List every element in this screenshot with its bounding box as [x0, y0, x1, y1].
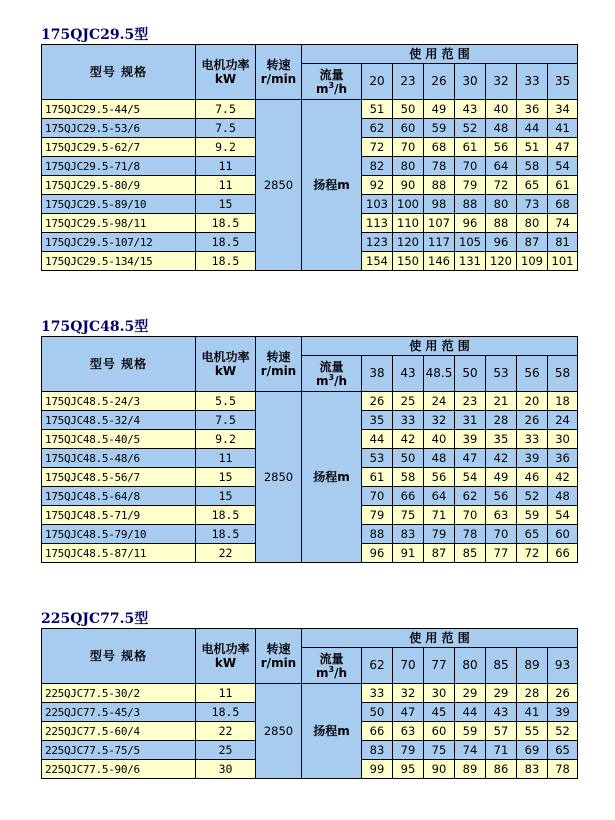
head-value-cell: 61	[362, 468, 393, 487]
head-value-cell: 65	[517, 525, 548, 544]
head-value-cell: 47	[393, 703, 424, 722]
power-cell: 7.5	[196, 100, 256, 119]
header-model-spec: 型号 规格	[42, 629, 196, 684]
power-cell: 25	[196, 741, 256, 760]
power-cell: 22	[196, 722, 256, 741]
head-value-cell: 83	[393, 525, 424, 544]
head-value-cell: 75	[393, 506, 424, 525]
pump-series-section	[41, 318, 577, 563]
flow-value: 48.5	[424, 356, 455, 392]
head-value-cell: 71	[424, 506, 455, 525]
model-cell: 175QJC48.5-32/4	[42, 411, 196, 430]
lift-label-cell: 扬程m	[302, 684, 362, 779]
power-cell: 18.5	[196, 506, 256, 525]
header-power: 电机功率 kW	[196, 629, 256, 684]
spec-table	[41, 628, 578, 779]
model-cell: 175QJC29.5-71/8	[42, 157, 196, 176]
head-value-cell: 58	[393, 468, 424, 487]
head-value-cell: 105	[455, 233, 486, 252]
head-value-cell: 79	[362, 506, 393, 525]
power-cell: 18.5	[196, 214, 256, 233]
head-value-cell: 58	[517, 157, 548, 176]
head-value-cell: 28	[486, 411, 517, 430]
head-value-cell: 75	[424, 741, 455, 760]
head-value-cell: 88	[486, 214, 517, 233]
header-usage-range: 使 用 范 围	[302, 45, 578, 64]
model-cell: 175QJC29.5-134/15	[42, 252, 196, 271]
head-value-cell: 86	[486, 760, 517, 779]
flow-value: 77	[424, 648, 455, 684]
head-value-cell: 52	[455, 119, 486, 138]
model-cell: 175QJC29.5-80/9	[42, 176, 196, 195]
power-cell: 18.5	[196, 252, 256, 271]
series-title: 225QJC77.5型	[41, 611, 149, 627]
head-value-cell: 120	[486, 252, 517, 271]
spec-table	[41, 336, 578, 563]
head-value-cell: 53	[362, 449, 393, 468]
head-value-cell: 24	[424, 392, 455, 411]
header-flow: 流量 $m^3/h$	[302, 356, 362, 392]
head-value-cell: 50	[393, 449, 424, 468]
head-value-cell: 96	[362, 544, 393, 563]
head-value-cell: 43	[455, 100, 486, 119]
model-cell: 175QJC48.5-56/7	[42, 468, 196, 487]
head-value-cell: 63	[393, 722, 424, 741]
head-value-cell: 109	[517, 252, 548, 271]
head-value-cell: 31	[455, 411, 486, 430]
power-cell: 9.2	[196, 138, 256, 157]
flow-value: 70	[393, 648, 424, 684]
model-cell: 175QJC29.5-107/12	[42, 233, 196, 252]
model-cell: 175QJC48.5-87/11	[42, 544, 196, 563]
flow-value: 33	[517, 64, 548, 100]
flow-value: 56	[517, 356, 548, 392]
head-value-cell: 33	[393, 411, 424, 430]
flow-value: 50	[455, 356, 486, 392]
power-cell: 11	[196, 157, 256, 176]
head-value-cell: 33	[517, 430, 548, 449]
head-value-cell: 80	[517, 214, 548, 233]
power-cell: 15	[196, 195, 256, 214]
model-cell: 175QJC29.5-44/5	[42, 100, 196, 119]
head-value-cell: 95	[393, 760, 424, 779]
head-value-cell: 69	[517, 741, 548, 760]
flow-value: 26	[424, 64, 455, 100]
head-value-cell: 78	[424, 157, 455, 176]
head-value-cell: 131	[455, 252, 486, 271]
header-usage-range: 使 用 范 围	[302, 337, 578, 356]
head-value-cell: 26	[517, 411, 548, 430]
flow-value: 23	[393, 64, 424, 100]
flow-value: 20	[362, 64, 393, 100]
head-value-cell: 85	[455, 544, 486, 563]
head-value-cell: 44	[455, 703, 486, 722]
flow-value: 38	[362, 356, 393, 392]
head-value-cell: 100	[393, 195, 424, 214]
head-value-cell: 64	[424, 487, 455, 506]
head-value-cell: 74	[548, 214, 578, 233]
head-value-cell: 66	[362, 722, 393, 741]
head-value-cell: 47	[455, 449, 486, 468]
head-value-cell: 88	[362, 525, 393, 544]
head-value-cell: 36	[548, 449, 578, 468]
head-value-cell: 45	[424, 703, 455, 722]
model-cell: 175QJC48.5-48/6	[42, 449, 196, 468]
head-value-cell: 120	[393, 233, 424, 252]
head-value-cell: 29	[486, 684, 517, 703]
series-title: 175QJC48.5型	[41, 319, 149, 335]
header-speed: 转速 r/min	[256, 337, 302, 392]
flow-value: 53	[486, 356, 517, 392]
head-value-cell: 41	[548, 119, 578, 138]
head-value-cell: 92	[362, 176, 393, 195]
model-cell: 175QJC48.5-40/5	[42, 430, 196, 449]
head-value-cell: 64	[486, 157, 517, 176]
head-value-cell: 54	[455, 468, 486, 487]
power-cell: 11	[196, 684, 256, 703]
power-cell: 15	[196, 468, 256, 487]
series-title: 175QJC29.5型	[41, 27, 149, 43]
head-value-cell: 55	[517, 722, 548, 741]
head-value-cell: 65	[517, 176, 548, 195]
pump-series-section	[41, 26, 577, 271]
head-value-cell: 54	[548, 506, 578, 525]
model-cell: 175QJC29.5-62/7	[42, 138, 196, 157]
head-value-cell: 89	[455, 760, 486, 779]
head-value-cell: 24	[548, 411, 578, 430]
flow-value: 89	[517, 648, 548, 684]
head-value-cell: 107	[424, 214, 455, 233]
head-value-cell: 52	[548, 722, 578, 741]
header-power: 电机功率 kW	[196, 337, 256, 392]
power-cell: 11	[196, 176, 256, 195]
head-value-cell: 33	[362, 684, 393, 703]
head-value-cell: 71	[486, 741, 517, 760]
head-value-cell: 39	[455, 430, 486, 449]
power-cell: 18.5	[196, 233, 256, 252]
head-value-cell: 103	[362, 195, 393, 214]
header-power: 电机功率 kW	[196, 45, 256, 100]
head-value-cell: 56	[486, 138, 517, 157]
flow-value: 80	[455, 648, 486, 684]
head-value-cell: 150	[393, 252, 424, 271]
head-value-cell: 117	[424, 233, 455, 252]
head-value-cell: 26	[548, 684, 578, 703]
head-value-cell: 39	[517, 449, 548, 468]
spec-table	[41, 44, 578, 271]
flow-value: 35	[548, 64, 578, 100]
head-value-cell: 25	[393, 392, 424, 411]
head-value-cell: 146	[424, 252, 455, 271]
flow-value: 62	[362, 648, 393, 684]
flow-value: 43	[393, 356, 424, 392]
flow-value: 93	[548, 648, 578, 684]
power-cell: 9.2	[196, 430, 256, 449]
flow-value: 32	[486, 64, 517, 100]
head-value-cell: 50	[393, 100, 424, 119]
lift-label-cell: 扬程m	[302, 100, 362, 271]
head-value-cell: 42	[548, 468, 578, 487]
head-value-cell: 87	[517, 233, 548, 252]
head-value-cell: 96	[486, 233, 517, 252]
flow-value: 85	[486, 648, 517, 684]
head-value-cell: 50	[362, 703, 393, 722]
head-value-cell: 59	[455, 722, 486, 741]
power-cell: 7.5	[196, 119, 256, 138]
head-value-cell: 72	[362, 138, 393, 157]
head-value-cell: 78	[455, 525, 486, 544]
head-value-cell: 47	[548, 138, 578, 157]
head-value-cell: 65	[548, 741, 578, 760]
head-value-cell: 56	[486, 487, 517, 506]
table-row	[42, 392, 578, 411]
head-value-cell: 82	[362, 157, 393, 176]
head-value-cell: 70	[455, 506, 486, 525]
head-value-cell: 66	[393, 487, 424, 506]
head-value-cell: 70	[393, 138, 424, 157]
head-value-cell: 79	[393, 741, 424, 760]
head-value-cell: 60	[424, 722, 455, 741]
head-value-cell: 40	[486, 100, 517, 119]
head-value-cell: 40	[424, 430, 455, 449]
model-cell: 175QJC48.5-24/3	[42, 392, 196, 411]
power-cell: 7.5	[196, 411, 256, 430]
power-cell: 18.5	[196, 703, 256, 722]
head-value-cell: 101	[548, 252, 578, 271]
head-value-cell: 72	[517, 544, 548, 563]
model-cell: 175QJC48.5-79/10	[42, 525, 196, 544]
head-value-cell: 60	[393, 119, 424, 138]
power-cell: 15	[196, 487, 256, 506]
head-value-cell: 36	[517, 100, 548, 119]
table-row	[42, 684, 578, 703]
head-value-cell: 74	[455, 741, 486, 760]
head-value-cell: 88	[424, 176, 455, 195]
power-cell: 22	[196, 544, 256, 563]
model-cell: 225QJC77.5-75/5	[42, 741, 196, 760]
head-value-cell: 77	[486, 544, 517, 563]
head-value-cell: 34	[548, 100, 578, 119]
model-cell: 175QJC48.5-71/9	[42, 506, 196, 525]
head-value-cell: 113	[362, 214, 393, 233]
head-value-cell: 99	[362, 760, 393, 779]
head-value-cell: 52	[517, 487, 548, 506]
head-value-cell: 68	[424, 138, 455, 157]
table-row	[42, 100, 578, 119]
head-value-cell: 20	[517, 392, 548, 411]
model-cell: 225QJC77.5-45/3	[42, 703, 196, 722]
header-flow: 流量 $m^3/h$	[302, 648, 362, 684]
head-value-cell: 49	[486, 468, 517, 487]
model-cell: 175QJC29.5-53/6	[42, 119, 196, 138]
head-value-cell: 68	[548, 195, 578, 214]
head-value-cell: 88	[455, 195, 486, 214]
head-value-cell: 70	[362, 487, 393, 506]
header-usage-range: 使 用 范 围	[302, 629, 578, 648]
speed-cell: 2850	[256, 392, 302, 563]
model-cell: 175QJC48.5-64/8	[42, 487, 196, 506]
model-cell: 225QJC77.5-60/4	[42, 722, 196, 741]
header-model-spec: 型号 规格	[42, 337, 196, 392]
flow-value: 58	[548, 356, 578, 392]
head-value-cell: 30	[548, 430, 578, 449]
model-cell: 225QJC77.5-30/2	[42, 684, 196, 703]
power-cell: 30	[196, 760, 256, 779]
head-value-cell: 79	[424, 525, 455, 544]
head-value-cell: 32	[424, 411, 455, 430]
power-cell: 11	[196, 449, 256, 468]
head-value-cell: 81	[548, 233, 578, 252]
head-value-cell: 54	[548, 157, 578, 176]
head-value-cell: 90	[424, 760, 455, 779]
header-flow: 流量 $m^3/h$	[302, 64, 362, 100]
header-speed: 转速 r/min	[256, 45, 302, 100]
head-value-cell: 42	[486, 449, 517, 468]
head-value-cell: 70	[486, 525, 517, 544]
head-value-cell: 44	[362, 430, 393, 449]
pump-series-section	[41, 610, 577, 779]
head-value-cell: 51	[517, 138, 548, 157]
head-value-cell: 18	[548, 392, 578, 411]
flow-value: 30	[455, 64, 486, 100]
head-value-cell: 32	[393, 684, 424, 703]
power-cell: 5.5	[196, 392, 256, 411]
head-value-cell: 63	[486, 506, 517, 525]
head-value-cell: 61	[455, 138, 486, 157]
head-value-cell: 60	[548, 525, 578, 544]
lift-label-cell: 扬程m	[302, 392, 362, 563]
head-value-cell: 23	[455, 392, 486, 411]
head-value-cell: 62	[362, 119, 393, 138]
head-value-cell: 79	[455, 176, 486, 195]
head-value-cell: 154	[362, 252, 393, 271]
head-value-cell: 110	[393, 214, 424, 233]
head-value-cell: 59	[424, 119, 455, 138]
head-value-cell: 57	[486, 722, 517, 741]
header-model-spec: 型号 规格	[42, 45, 196, 100]
head-value-cell: 29	[455, 684, 486, 703]
head-value-cell: 43	[486, 703, 517, 722]
head-value-cell: 80	[486, 195, 517, 214]
head-value-cell: 59	[517, 506, 548, 525]
head-value-cell: 48	[424, 449, 455, 468]
head-value-cell: 72	[486, 176, 517, 195]
head-value-cell: 26	[362, 392, 393, 411]
model-cell: 225QJC77.5-90/6	[42, 760, 196, 779]
head-value-cell: 66	[548, 544, 578, 563]
model-cell: 175QJC29.5-98/11	[42, 214, 196, 233]
head-value-cell: 48	[486, 119, 517, 138]
head-value-cell: 42	[393, 430, 424, 449]
head-value-cell: 90	[393, 176, 424, 195]
head-value-cell: 51	[362, 100, 393, 119]
head-value-cell: 44	[517, 119, 548, 138]
head-value-cell: 61	[548, 176, 578, 195]
speed-cell: 2850	[256, 684, 302, 779]
head-value-cell: 83	[362, 741, 393, 760]
head-value-cell: 35	[362, 411, 393, 430]
head-value-cell: 62	[455, 487, 486, 506]
head-value-cell: 56	[424, 468, 455, 487]
head-value-cell: 123	[362, 233, 393, 252]
head-value-cell: 96	[455, 214, 486, 233]
head-value-cell: 91	[393, 544, 424, 563]
head-value-cell: 30	[424, 684, 455, 703]
head-value-cell: 21	[486, 392, 517, 411]
head-value-cell: 70	[455, 157, 486, 176]
head-value-cell: 39	[548, 703, 578, 722]
head-value-cell: 48	[548, 487, 578, 506]
head-value-cell: 78	[548, 760, 578, 779]
head-value-cell: 80	[393, 157, 424, 176]
speed-cell: 2850	[256, 100, 302, 271]
head-value-cell: 83	[517, 760, 548, 779]
power-cell: 18.5	[196, 525, 256, 544]
head-value-cell: 41	[517, 703, 548, 722]
head-value-cell: 49	[424, 100, 455, 119]
head-value-cell: 28	[517, 684, 548, 703]
head-value-cell: 73	[517, 195, 548, 214]
head-value-cell: 46	[517, 468, 548, 487]
head-value-cell: 87	[424, 544, 455, 563]
model-cell: 175QJC29.5-89/10	[42, 195, 196, 214]
header-speed: 转速 r/min	[256, 629, 302, 684]
head-value-cell: 35	[486, 430, 517, 449]
head-value-cell: 98	[424, 195, 455, 214]
